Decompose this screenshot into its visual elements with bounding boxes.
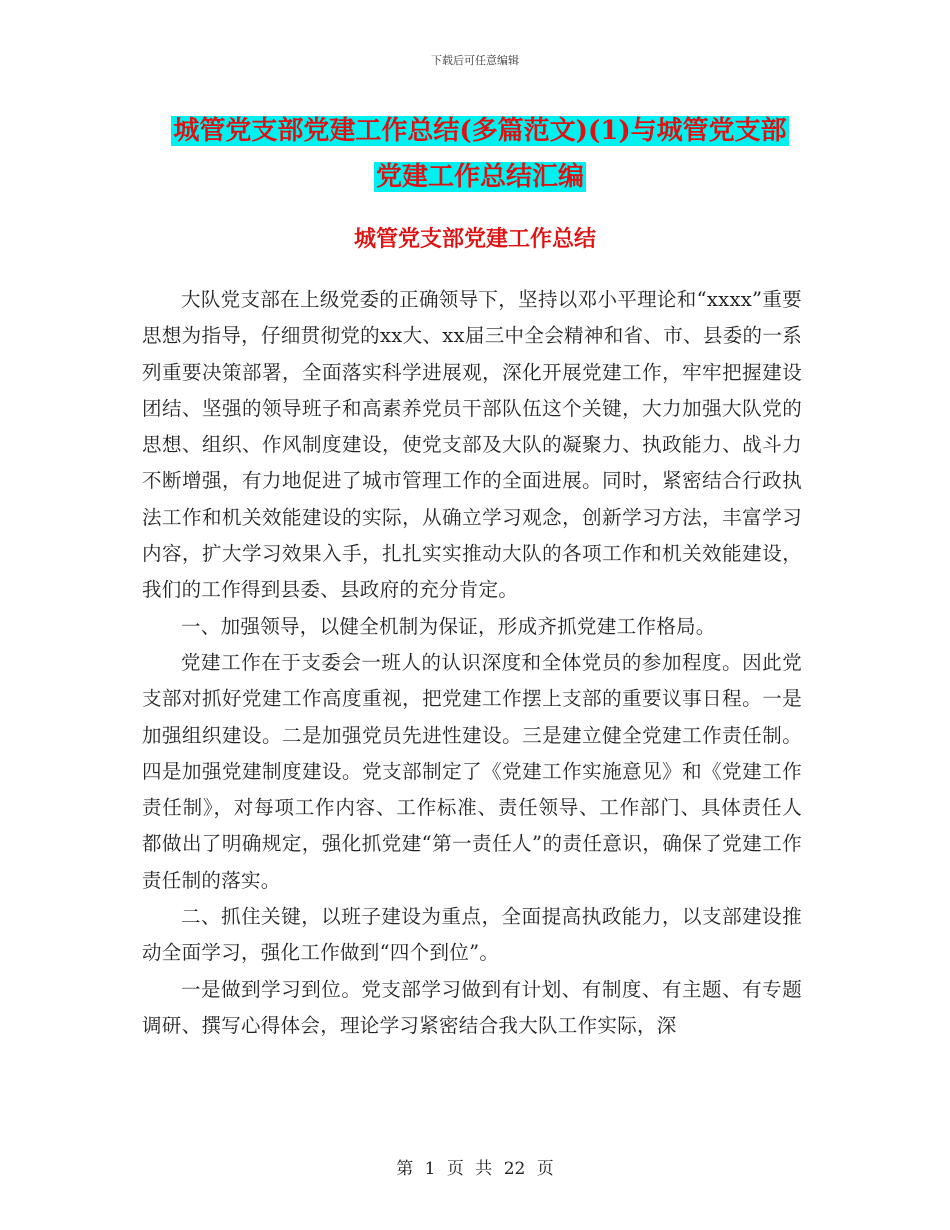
body-text	[142, 282, 802, 1044]
paragraph: 党建工作在于支委会一班人的认识深度和全体党员的参加程度。因此党支部对抓好党建工作高度重视，把党建工作摆上支部的重要议事日程。一是加强组织建设。二是加强党员先进性建设。三是建立健全党建工作责任制。四是加强党建制度建设。党支部制定了《党建工作实施意见》和《党建工作责任制》，对每项工作内容、工作标准、责任领导、工作部门、具体责任人都做出了明确规定，强化抓党建“第一责任人”的责任意识，确保了党建工作责任制的落实。	[142, 650, 802, 892]
page-number-footer: 第 1 页 共 22 页	[396, 1159, 554, 1179]
document-title-line-1: 城管党支部党建工作总结(多篇范文)(1)与城管党支部	[173, 116, 787, 146]
header-note: 下载后可任意编辑	[431, 54, 519, 67]
document-title	[140, 108, 820, 200]
paragraph: 大队党支部在上级党委的正确领导下，坚持以邓小平理论和“xxxx”重要思想为指导，仔细贯彻党的xx大、xx届三中全会精神和省、市、县委的一系列重要决策部署，全面落实科学进展观，深化开展党建工作，牢牢把握建设团结、坚强的领导班子和高素养党员干部队伍这个关键，大力加强大队党的思想、组织、作风制度建设，使党支部及大队的凝聚力、执政能力、战斗力不断增强，有力地促进了城市管理工作的全面进展。同时，紧密结合行政执法工作和机关效能建设的实际，从确立学习观念，创新学习方法，丰富学习内容，扩大学习效果入手，扎扎实实推动大队的各项工作和机关效能建设，我们的工作得到县委、县政府的充分肯定。	[142, 288, 802, 602]
paragraph: 一、加强领导，以健全机制为保证，形成齐抓党建工作格局。	[181, 614, 716, 638]
section-subtitle: 城管党支部党建工作总结	[353, 226, 596, 252]
paragraph: 二、抓住关键，以班子建设为重点，全面提高执政能力，以支部建设推动全面学习，强化工作做到“四个到位”。	[142, 905, 802, 965]
paragraph: 一是做到学习到位。党支部学习做到有计划、有制度、有主题、有专题调研、撰写心得体会，理论学习紧密结合我大队工作实际，深	[142, 977, 802, 1037]
document-title-line-2: 党建工作总结汇编	[375, 162, 584, 192]
